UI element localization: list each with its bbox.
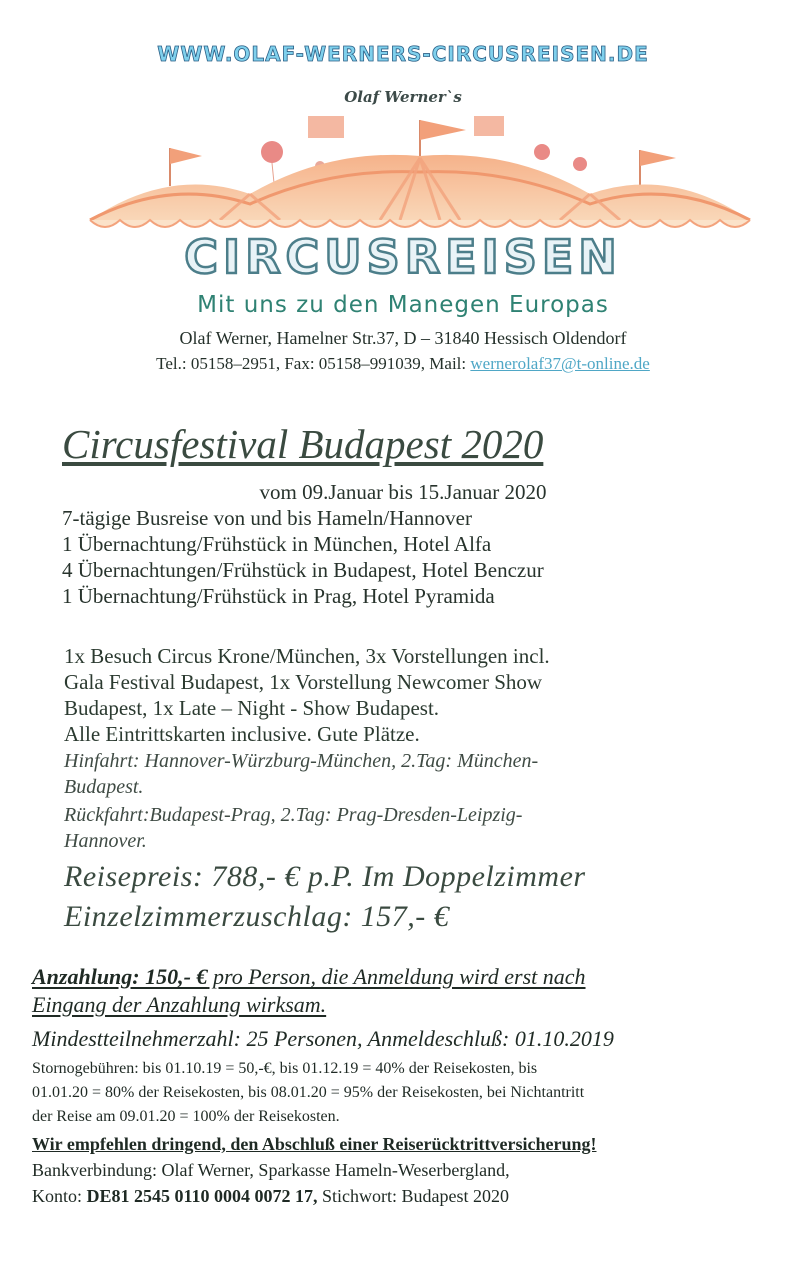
- slogan: Mit uns zu den Manegen Europas: [197, 292, 609, 318]
- package-line: Alle Eintrittskarten inclusive. Gute Plätze.: [64, 722, 420, 746]
- bank-konto-label: Konto:: [32, 1186, 87, 1206]
- route-line: Budapest.: [64, 776, 144, 798]
- package-line: Budapest, 1x Late – Night - Show Budapest.: [64, 696, 440, 720]
- min-participants: Mindestteilnehmerzahl: 25 Personen, Anmeldeschluß: 01.10.2019: [32, 1026, 614, 1051]
- deposit-line-2: [32, 992, 326, 1018]
- package-line: Gala Festival Budapest, 1x Vorstellung Newcomer Show: [64, 670, 543, 694]
- trip-item: 1 Übernachtung/Frühstück in Prag, Hotel Pyramida: [62, 584, 495, 608]
- company-address: Olaf Werner, Hamelner Str.37, D – 31840 Hessisch Oldendorf: [179, 328, 627, 348]
- bank-reference: Stichwort: Budapest 2020: [317, 1186, 510, 1206]
- deposit-amount: Anzahlung: 150,- €: [32, 964, 208, 989]
- cancellation-line: der Reise am 09.01.20 = 100% der Reisekosten.: [32, 1108, 340, 1125]
- price-single-supplement: Einzelzimmerzuschlag: 157,- €: [64, 900, 450, 933]
- trip-item: 7-tägige Busreise von und bis Hameln/Hannover: [62, 506, 472, 530]
- deposit-text: pro Person, die Anmeldung wird erst nach: [207, 964, 586, 989]
- trip-title: Circusfestival Budapest 2020: [62, 421, 544, 467]
- email-link[interactable]: wernerolaf37@t-online.de: [470, 354, 650, 373]
- package-line: 1x Besuch Circus Krone/München, 3x Vorstellungen incl.: [64, 644, 550, 668]
- bank-line: Bankverbindung: Olaf Werner, Sparkasse Hameln-Weserbergland,: [32, 1160, 510, 1180]
- route-line: Hannover.: [64, 830, 147, 852]
- cancellation-line: 01.01.20 = 80% der Reisekosten, bis 08.01.20 = 95% der Reisekosten, bei Nichtantritt: [32, 1084, 585, 1101]
- deposit-line: [32, 964, 586, 990]
- trip-dates: vom 09.Januar bis 15.Januar 2020: [259, 480, 547, 504]
- deposit-text-2: Eingang der Anzahlung wirksam.: [32, 992, 327, 1017]
- price-double-room: Reisepreis: 788,- € p.P. Im Doppelzimmer: [64, 860, 586, 893]
- contact-phone-fax: Tel.: 05158–2951, Fax: 05158–991039, Mail:: [156, 354, 471, 373]
- brand-name: Olaf Werner`s: [344, 88, 462, 106]
- circus-tent-illustration: [80, 108, 760, 238]
- cancellation-line: Stornogebühren: bis 01.10.19 = 50,-€, bis 01.12.19 = 40% der Reisekosten, bis: [32, 1060, 538, 1077]
- trip-item: 1 Übernachtung/Frühstück in München, Hotel Alfa: [62, 532, 492, 556]
- insurance-notice: Wir empfehlen dringend, den Abschluß einer Reiserücktrittversicherung!: [32, 1134, 597, 1154]
- logo-wordmark: CIRCUSREISEN: [184, 230, 622, 284]
- contact-line: [0, 354, 806, 374]
- route-line: Hinfahrt: Hannover-Würzburg-München, 2.Tag: München-: [64, 750, 539, 772]
- bank-account-line: [32, 1186, 509, 1207]
- route-line: Rückfahrt:Budapest-Prag, 2.Tag: Prag-Dresden-Leipzig-: [64, 804, 523, 826]
- bank-iban: DE81 2545 0110 0004 0072 17,: [86, 1186, 318, 1206]
- trip-item: 4 Übernachtungen/Frühstück in Budapest, Hotel Benczur: [62, 558, 544, 582]
- website-url[interactable]: WWW.OLAF-WERNERS-CIRCUSREISEN.DE: [157, 42, 649, 66]
